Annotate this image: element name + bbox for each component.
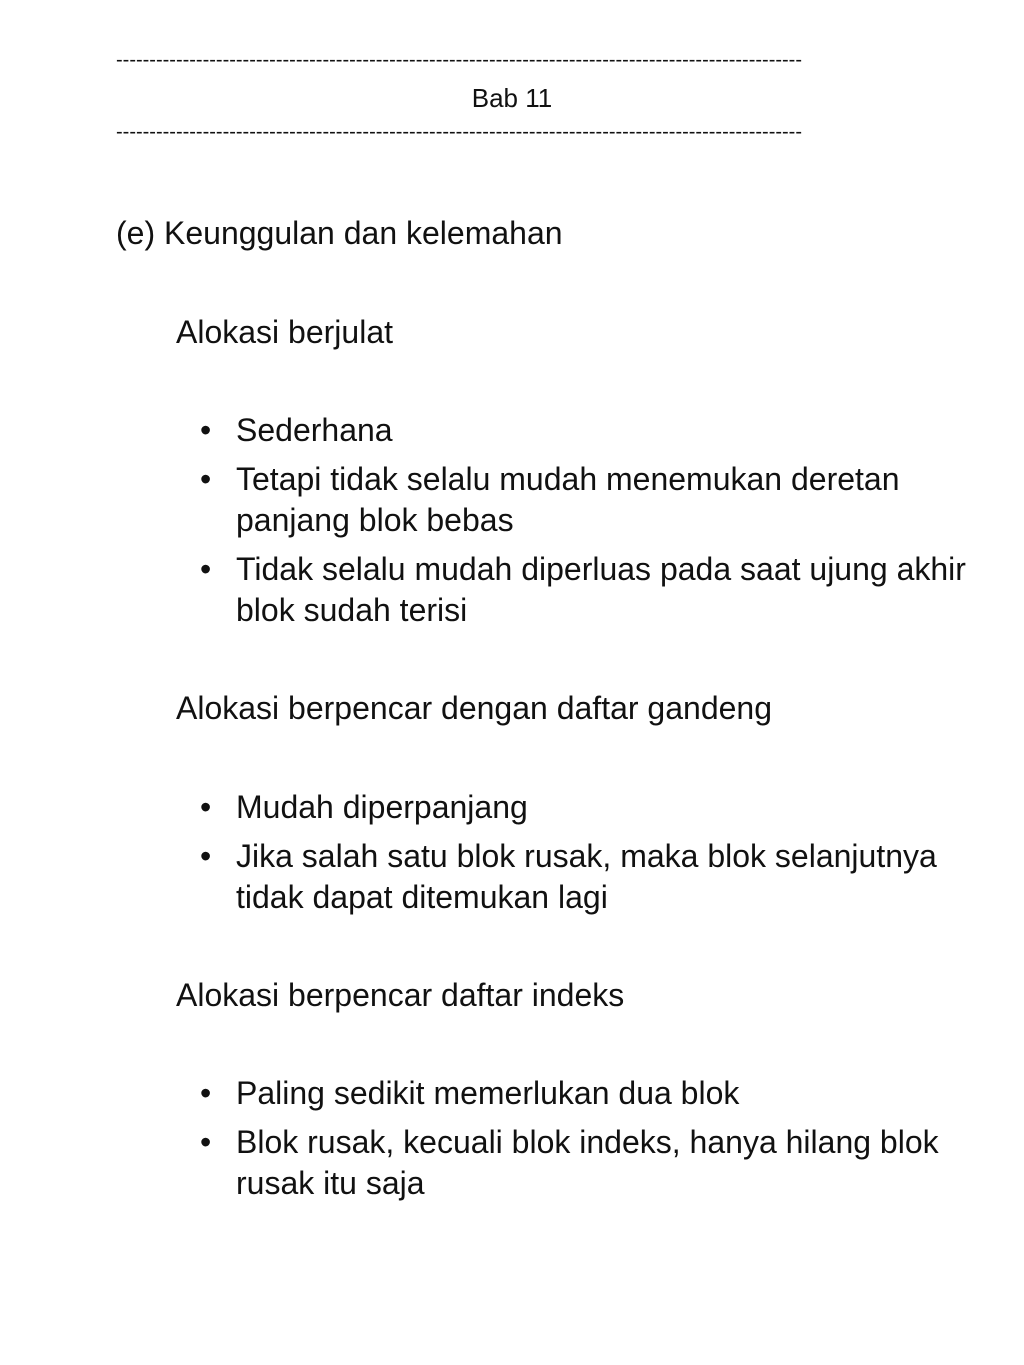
header-rule-top: ------------------------------------------------------------------------------------------------------- [116,49,802,71]
list-item [200,1122,970,1204]
list-item-text: Blok rusak, kecuali blok indeks, hanya hilang blok rusak itu saja [236,1124,939,1201]
list-item [200,836,970,918]
subheading-alokasi-berjulat: Alokasi berjulat [176,314,393,350]
list-item-text: Tidak selalu mudah diperluas pada saat ujung akhir blok sudah terisi [236,551,966,628]
bullet-list-alokasi-berjulat [200,410,970,639]
header-rule-bottom: ------------------------------------------------------------------------------------------------------- [116,121,802,143]
chapter-label: Bab 11 [471,83,553,113]
subheading-daftar-gandeng: Alokasi berpencar dengan daftar gandeng [176,690,772,726]
list-item [200,1073,970,1114]
bullet-icon: • [200,789,212,825]
bullet-icon: • [200,461,212,497]
bullet-icon: • [200,1075,212,1111]
bullet-icon: • [200,1124,212,1160]
bullet-list-daftar-indeks [200,1073,970,1212]
bullet-list-daftar-gandeng [200,787,970,926]
subheading-daftar-indeks: Alokasi berpencar daftar indeks [176,977,625,1013]
list-item-text: Jika salah satu blok rusak, maka blok selanjutnya tidak dapat ditemukan lagi [236,838,937,915]
list-item [200,410,970,451]
section-heading: (e) Keunggulan dan kelemahan [116,215,563,251]
bullet-icon: • [200,412,212,448]
list-item [200,459,970,541]
list-item-text: Paling sedikit memerlukan dua blok [236,1075,740,1111]
list-item-text: Sederhana [236,412,393,448]
list-item [200,787,970,828]
list-item-text: Mudah diperpanjang [236,789,528,825]
bullet-icon: • [200,551,212,587]
list-item [200,549,970,631]
bullet-icon: • [200,838,212,874]
list-item-text: Tetapi tidak selalu mudah menemukan deretan panjang blok bebas [236,461,900,538]
